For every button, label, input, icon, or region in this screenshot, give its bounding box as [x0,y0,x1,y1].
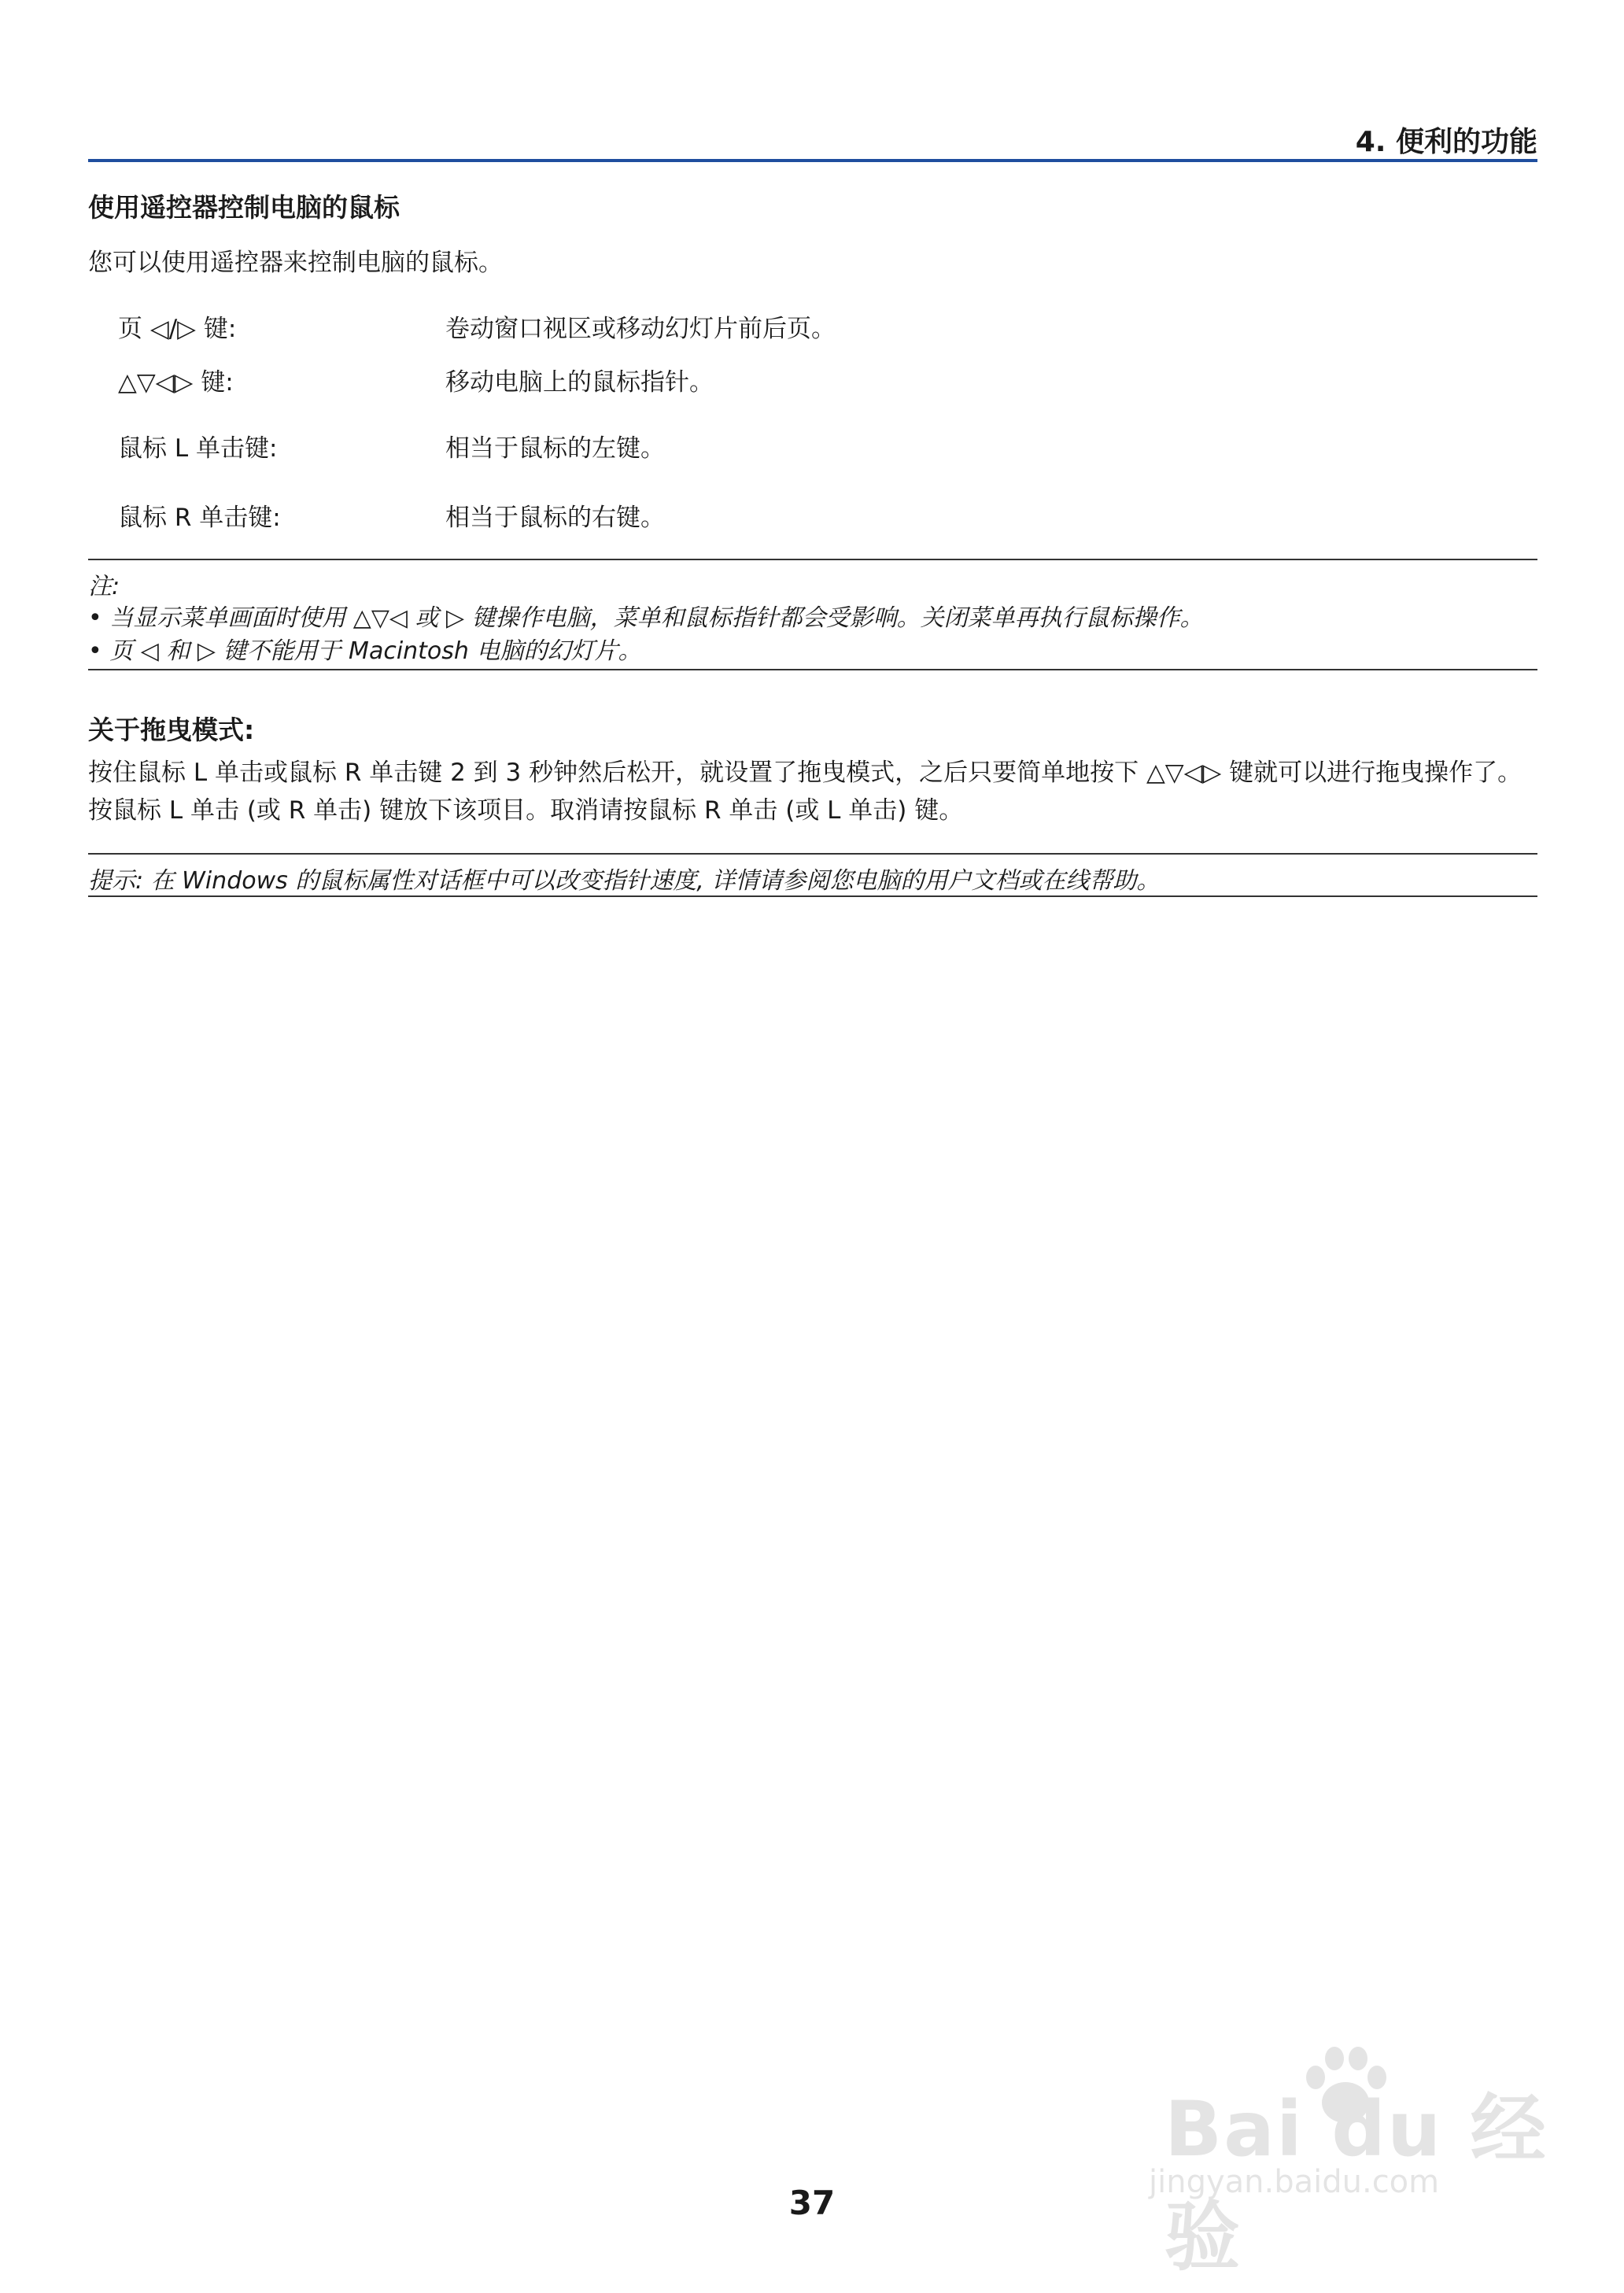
tip-text: 提示: 在 Windows 的鼠标属性对话框中可以改变指针速度, 详情请参阅您电脑的用户文档或在线帮助。 [88,867,1161,895]
intro-text: 您可以使用遥控器来控制电脑的鼠标。 [88,249,503,277]
note-bottom-rule [88,669,1537,670]
chapter-title: 4. 便利的功能 [1355,126,1537,158]
note-item: • 当显示菜单画面时使用 △▽◁ 或 ▷ 键操作电脑，菜单和鼠标指针都会受影响。关闭菜单再执行鼠标操作。 [88,604,1204,632]
watermark-logo: Bai du 经验 [1164,2085,1548,2281]
header-rule [88,159,1537,162]
drag-mode-paragraph: 按住鼠标 L 单击或鼠标 R 单击键 2 到 3 秒钟然后松开，就设置了拖曳模式，之后只要简单地按下 △▽◁▷ 键就可以进行拖曳操作了。按鼠标 L 单击 (或 R 单击) 键放下该项目。取消请按鼠标 R 单击 (或 L 单击) 键。 [88,759,1522,825]
section-title-mouse: 使用遥控器控制电脑的鼠标 [88,192,400,223]
key-label-arrows: △▽◁▷ 键: [118,368,234,397]
note-item: • 页 ◁ 和 ▷ 键不能用于 Macintosh 电脑的幻灯片。 [88,637,642,665]
watermark-url: jingyan.baidu.com [1149,2164,1440,2200]
note-heading: 注: [88,573,120,600]
key-desc-page: 卷动窗口视区或移动幻灯片前后页。 [445,315,836,343]
key-desc-right-click: 相当于鼠标的右键。 [445,504,665,532]
key-label-left-click: 鼠标 L 单击键: [118,434,278,463]
tip-bottom-rule [88,895,1537,897]
tip-top-rule [88,853,1537,855]
key-desc-arrows: 移动电脑上的鼠标指针。 [445,368,714,397]
key-label-page: 页 ◁/▷ 键: [118,315,237,343]
key-desc-left-click: 相当于鼠标的左键。 [445,434,665,463]
page-number: 37 [788,2184,836,2222]
key-label-right-click: 鼠标 R 单击键: [118,504,281,532]
note-top-rule [88,559,1537,560]
section-title-drag: 关于拖曳模式: [88,714,255,745]
